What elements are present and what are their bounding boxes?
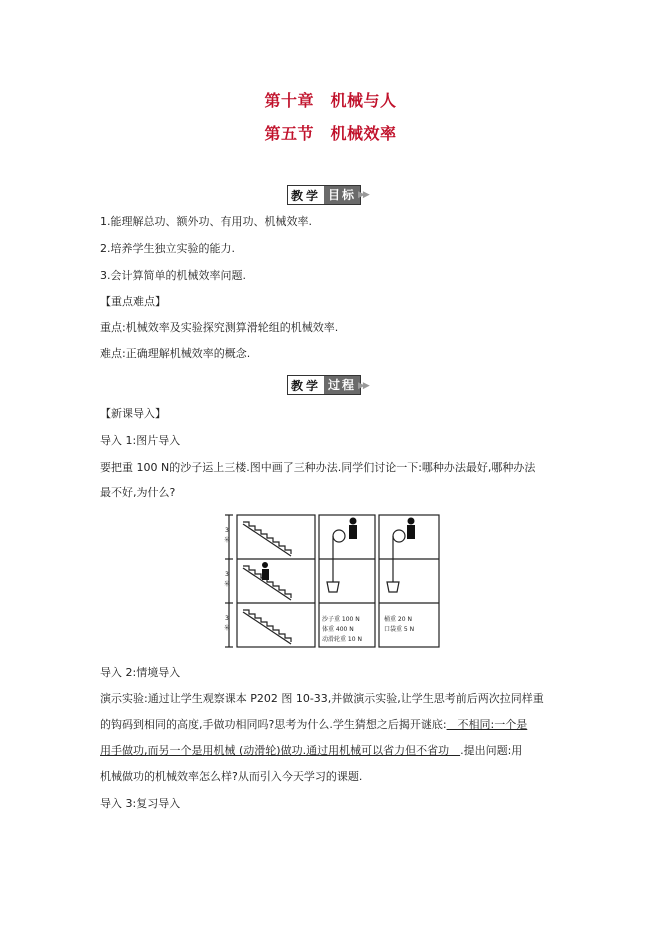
intro3-title: 导入 3:复习导入 — [100, 797, 181, 810]
intro2-text — [100, 744, 522, 758]
floor-height-label: 3 — [225, 571, 229, 578]
intro2-text: 机械做功的机械效率怎么样?从而引入今天学习的课题. — [100, 770, 363, 783]
figure-weight-label: 口袋重 5 N — [384, 626, 415, 633]
double-arrow-icon: ▶▶ — [358, 381, 368, 391]
new-lesson-header: 【新课导入】 — [100, 407, 166, 420]
key-point: 重点:机械效率及实验探究测算滑轮组的机械效率. — [100, 321, 339, 334]
intro2-text-part: 的钩码到相同的高度,手做功相同吗?思考为什么.学生猜想之后揭开谜底: — [100, 718, 447, 731]
intro1-text: 要把重 100 N的沙子运上三楼.图中画了三种办法.同学们讨论一下:哪种办法最好,哪种办法 — [100, 461, 536, 474]
chapter-title: 第十章 机械与人 — [264, 91, 397, 110]
figure-weight-label: 桶重 20 N — [384, 616, 412, 623]
intro2-answer: 用手做功,而另一个是用机械 (动滑轮)做功.通过用机械可以省力但不省功 — [100, 744, 461, 757]
floor-height-unit: 米 — [224, 581, 231, 588]
difficult-point: 难点:正确理解机械效率的概念. — [100, 347, 251, 360]
section-title: 第五节 机械效率 — [264, 124, 397, 143]
goals-badge — [287, 185, 361, 205]
three-methods-figure — [221, 512, 441, 652]
goal-item: 2.培养学生独立实验的能力. — [100, 242, 235, 255]
figure-weight-label: 动滑轮重 10 N — [322, 636, 362, 643]
process-badge-part1: 教学 — [291, 378, 322, 393]
floor-height-unit: 米 — [224, 537, 231, 544]
goals-badge-part2: 目标 — [324, 186, 360, 204]
process-badge — [287, 375, 361, 395]
intro1-text: 最不好,为什么? — [100, 486, 176, 499]
intro1-title: 导入 1:图片导入 — [100, 434, 181, 447]
figure-weight-label: 沙子重 100 N — [322, 616, 360, 623]
process-badge-part2: 过程 — [324, 376, 360, 394]
intro2-text-part: .提出问题:用 — [460, 744, 523, 757]
goals-badge-part1: 教学 — [291, 188, 322, 203]
intro2-title: 导入 2:情境导入 — [100, 666, 181, 679]
intro2-text — [100, 718, 527, 732]
intro2-text: 演示实验:通过让学生观察课本 P202 图 10-33,并做演示实验,让学生思考前后两次拉同样重 — [100, 692, 544, 705]
key-header: 【重点难点】 — [100, 295, 166, 308]
floor-height-label: 3 — [225, 527, 229, 534]
double-arrow-icon: ▶▶ — [358, 190, 368, 200]
goal-item: 1.能理解总功、额外功、有用功、机械效率. — [100, 215, 312, 228]
floor-height-label: 3 — [225, 615, 229, 622]
floor-height-unit: 米 — [224, 625, 231, 632]
intro2-answer: 不相同:一个是 — [446, 718, 528, 731]
goal-item: 3.会计算简单的机械效率问题. — [100, 269, 246, 282]
figure-weight-label: 体重 400 N — [322, 626, 354, 633]
